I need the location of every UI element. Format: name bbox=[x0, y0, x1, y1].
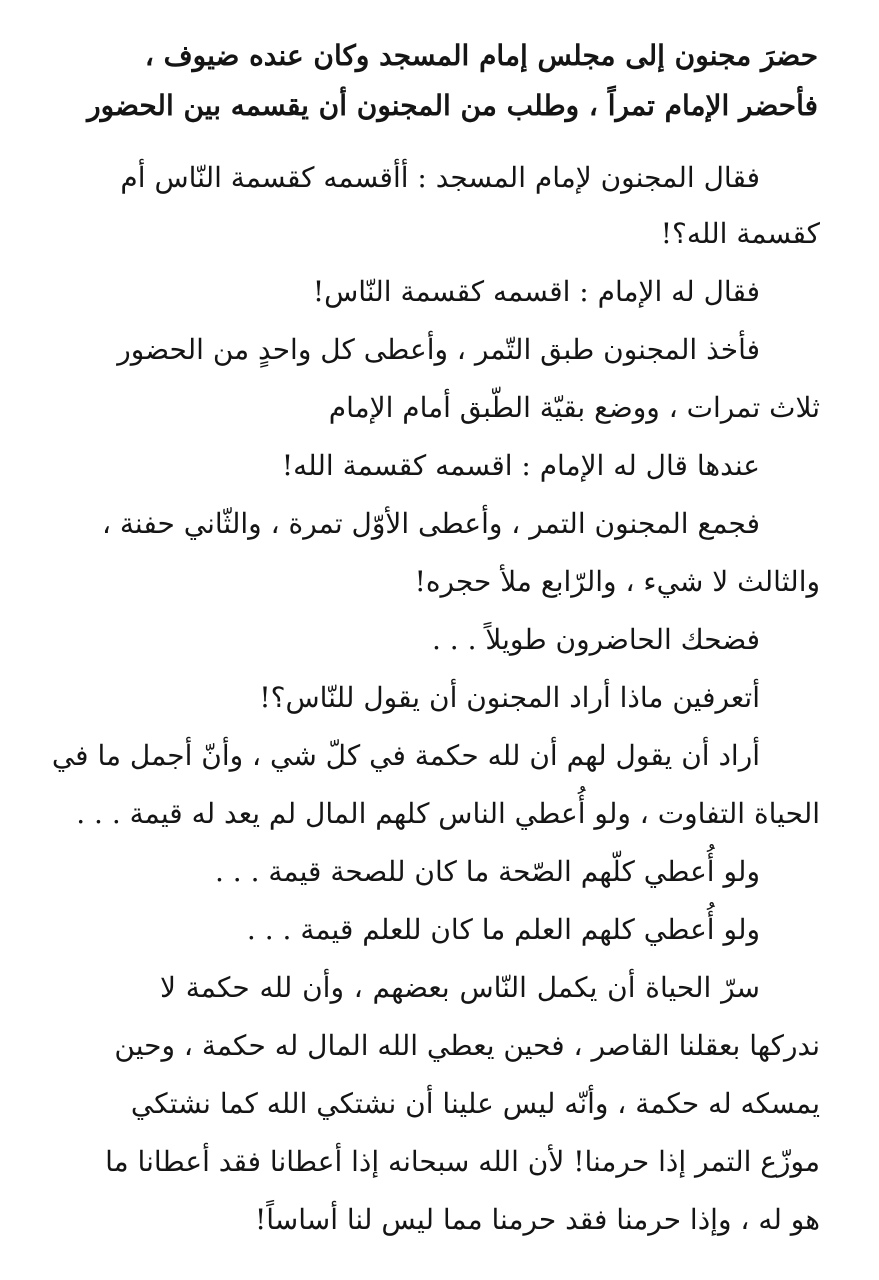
paragraph-line-17: يمسكه له حكمة ، وأنّه ليس علينا أن نشتكي الله كما نشتكي bbox=[130, 1087, 820, 1120]
paragraph-line-14: ولو أُعطي كلهم العلم ما كان للعلم قيمة . . . bbox=[246, 913, 760, 946]
paragraph-line-7: فجمع المجنون التمر ، وأعطى الأوّل تمرة ، والثّاني حفنة ، bbox=[101, 507, 760, 540]
paragraph-line-19: هو له ، وإذا حرمنا فقد حرمنا مما ليس لنا أساساً! bbox=[254, 1203, 820, 1236]
paragraph-line-12: الحياة التفاوت ، ولو أُعطي الناس كلهم المال لم يعد له قيمة . . . bbox=[76, 797, 820, 830]
paragraph-line-16: ندركها بعقلنا القاصر ، فحين يعطي الله المال له حكمة ، وحين bbox=[114, 1029, 820, 1062]
paragraph-line-2: كقسمة الله؟! bbox=[660, 217, 820, 250]
paragraph-line-13: ولو أُعطي كلّهم الصّحة ما كان للصحة قيمة . . . bbox=[215, 855, 760, 888]
header-line-2: فأحضر الإمام تمراً ، وطلب من المجنون أن يقسمه بين الحضور bbox=[87, 89, 818, 122]
paragraph-line-18: موزّع التمر إذا حرمنا! لأن الله سبحانه إذا أعطانا فقد أعطانا ما bbox=[105, 1145, 820, 1178]
paragraph-line-3: فقال له الإمام : اقسمه كقسمة النّاس! bbox=[312, 275, 760, 308]
header-line-1: حضرَ مجنون إلى مجلس إمام المسجد وكان عنده ضيوف ، bbox=[144, 39, 818, 72]
paragraph-line-8: والثالث لا شيء ، والرّابع ملأ حجره! bbox=[414, 565, 820, 598]
paragraph-line-1: فقال المجنون لإمام المسجد : أأقسمه كقسمة النّاس أم bbox=[120, 161, 760, 194]
paragraph-line-15: سرّ الحياة أن يكمل النّاس بعضهم ، وأن لله حكمة لا bbox=[160, 971, 760, 1004]
paragraph-line-11: أراد أن يقول لهم أن لله حكمة في كلّ شي ، وأنّ أجمل ما في bbox=[51, 739, 760, 772]
paragraph-line-10: أتعرفين ماذا أراد المجنون أن يقول للنّاس؟! bbox=[259, 681, 760, 714]
paragraph-line-6: عندها قال له الإمام : اقسمه كقسمة الله! bbox=[281, 449, 760, 482]
paragraph-line-5: ثلاث تمرات ، ووضع بقيّة الطّبق أمام الإمام bbox=[328, 391, 820, 424]
paragraph-line-9: فضحك الحاضرون طويلاً . . . bbox=[431, 623, 760, 656]
paragraph-line-4: فأخذ المجنون طبق التّمر ، وأعطى كل واحدٍ من الحضور bbox=[117, 333, 760, 366]
